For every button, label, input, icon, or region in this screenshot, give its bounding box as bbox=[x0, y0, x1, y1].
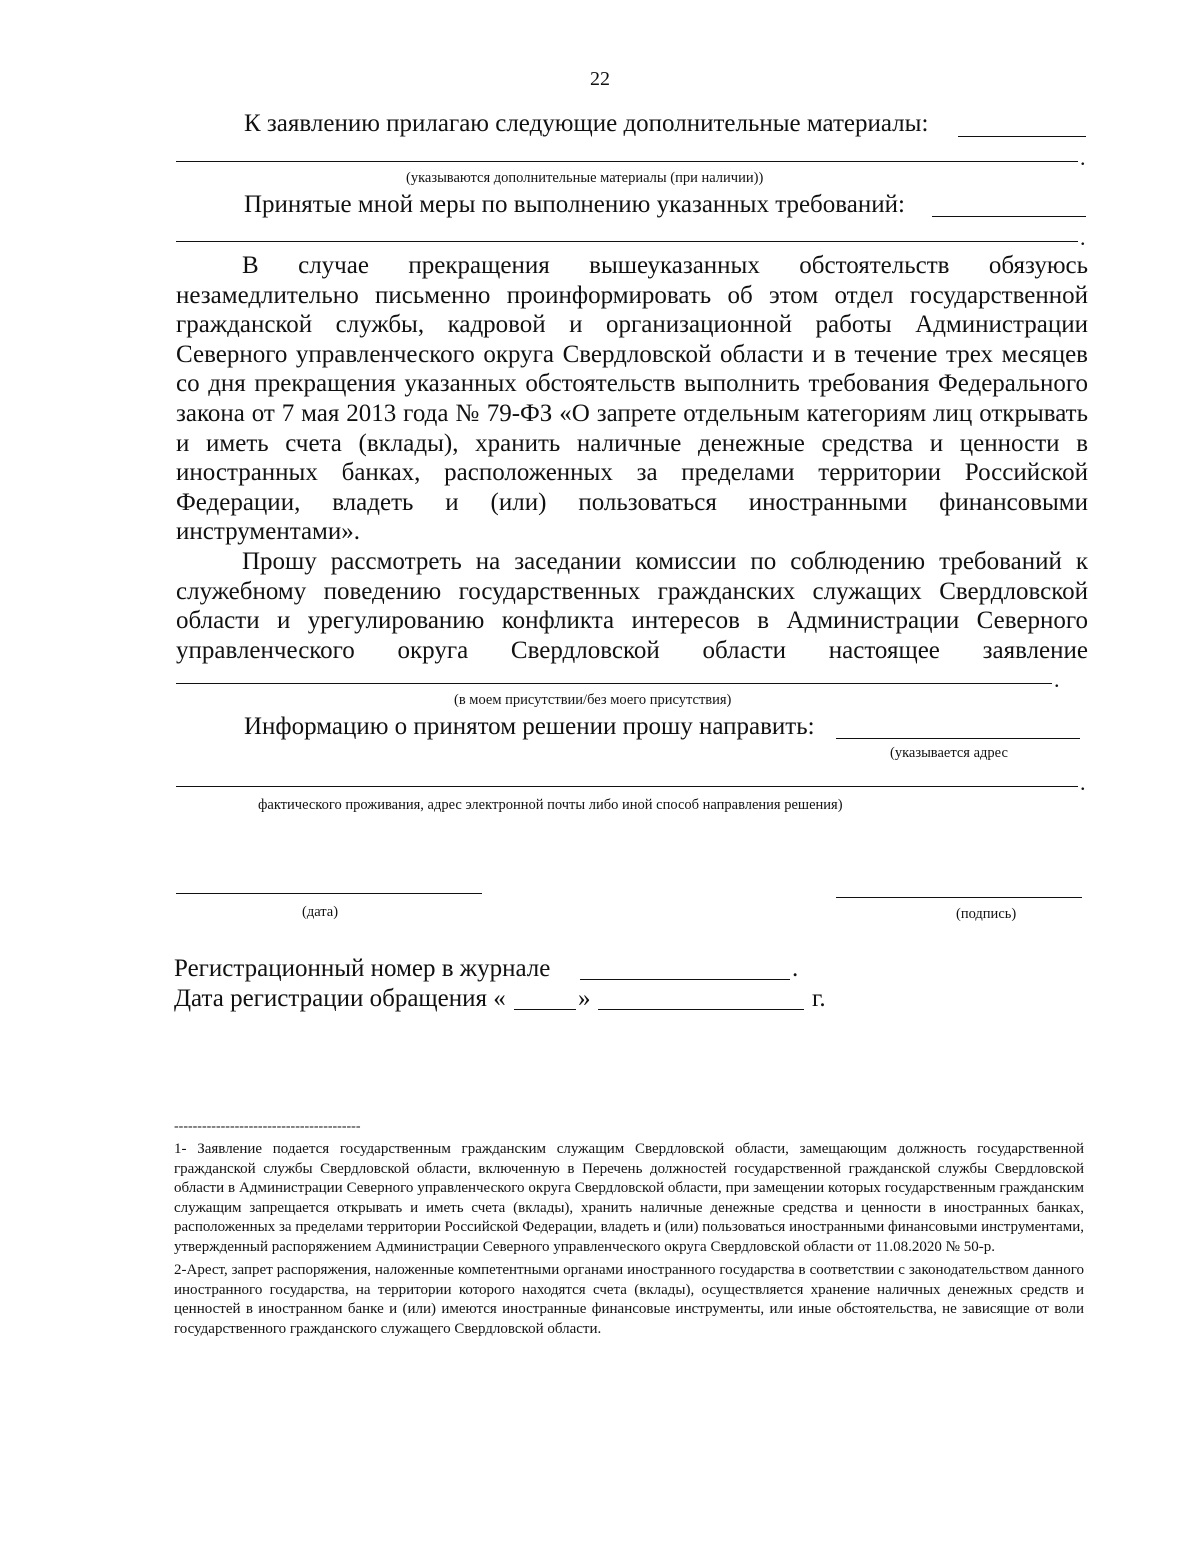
registration-date-close-quote: » bbox=[578, 985, 591, 1012]
registration-month-fill-line[interactable] bbox=[598, 1009, 804, 1010]
period-mark: . bbox=[792, 955, 799, 982]
footnote-2: 2-Арест, запрет распоряжения, наложенные компетентными органами иностранного государства в соответствии с законодательством данного иностранного государства, на территории которого находятся счета (вклады), осуществляется хранение наличных денежных средств и ценностей в иностранном банке и (или) имеются иностранные финансовые инструменты, или иные обстоятельства, не зависящие от воли государственного гражданского служащего Свердловской области. bbox=[174, 1262, 1084, 1337]
period-mark: . bbox=[1080, 770, 1086, 795]
attachments-label: К заявлению прилагаю следующие дополнительные материалы: bbox=[244, 110, 929, 137]
period-mark: . bbox=[1054, 667, 1060, 692]
decision-hint-2: фактического проживания, адрес электронной почты либо иной способ направления решения) bbox=[258, 797, 843, 813]
registration-day-fill-line[interactable] bbox=[514, 1009, 576, 1010]
attachments-hint: (указываются дополнительные материалы (при наличии)) bbox=[406, 170, 764, 186]
signature-label: (подпись) bbox=[956, 906, 1017, 922]
signature-fill-line[interactable] bbox=[836, 897, 1082, 898]
date-fill-line[interactable] bbox=[176, 893, 482, 894]
attachments-fill-line-1[interactable] bbox=[958, 136, 1086, 137]
registration-date-label: Дата регистрации обращения « bbox=[174, 985, 506, 1012]
page-number: 22 bbox=[590, 68, 610, 90]
request-paragraph bbox=[176, 547, 1088, 665]
obligation-paragraph bbox=[176, 251, 1088, 547]
presence-fill-line[interactable] bbox=[176, 683, 1052, 684]
footnotes bbox=[174, 1140, 1084, 1339]
measures-fill-line-1[interactable] bbox=[932, 216, 1086, 217]
registration-number-label: Регистрационный номер в журнале bbox=[174, 955, 551, 982]
decision-hint-1: (указывается адрес bbox=[890, 745, 1008, 761]
registration-number-fill-line[interactable] bbox=[580, 979, 790, 980]
request-text: Прошу рассмотреть на заседании комиссии по соблюдению требований к служебному поведению государственных гражданских служащих Свердловской области и урегулированию конфликта интересов в Администрации Северного управленческого округа Свердловской области настоящее заявление bbox=[176, 548, 1088, 664]
decision-fill-line-2[interactable] bbox=[176, 786, 1078, 787]
footnote-1: 1- Заявление подается государственным гражданским служащим Свердловской области, замещающим должность государственной гражданской службы Свердловской области, включенную в Перечень должностей государственной гражданской службы Свердловской области в Администрации Северного управленческого округа Свердловской области, при замещении которых государственным гражданским служащим запрещается открывать и иметь счета (вклады), хранить наличные денежные средства и ценности в иностранных банках, расположенных за пределами территории Российской Федерации, владеть и (или) пользоваться иностранными финансовыми инструментами, утвержденный распоряжением Администрации Северного управленческого округа Свердловской области от 11.08.2020 № 50-р. bbox=[174, 1141, 1084, 1255]
footnote-separator: ---------------------------------------- bbox=[174, 1119, 361, 1134]
presence-hint: (в моем присутствии/без моего присутствия) bbox=[454, 692, 732, 708]
period-mark: . bbox=[1080, 225, 1086, 250]
measures-fill-line-2[interactable] bbox=[176, 241, 1078, 242]
decision-label: Информацию о принятом решении прошу направить: bbox=[244, 713, 815, 740]
registration-year-suffix: г. bbox=[812, 985, 826, 1012]
attachments-fill-line-2[interactable] bbox=[176, 161, 1078, 162]
measures-label: Принятые мной меры по выполнению указанных требований: bbox=[244, 191, 905, 218]
date-label: (дата) bbox=[302, 904, 339, 920]
obligation-text: В случае прекращения вышеуказанных обстоятельств обязуюсь незамедлительно письменно проинформировать об этом отдел государственной гражданской службы, кадровой и организационной работы Администрации Северного управленческого округа Свердловской области и в течение трех месяцев со дня прекращения указанных обстоятельств выполнить требования Федерального закона от 7 мая 2013 года № 79-ФЗ «О запрете отдельным категориям лиц открывать и иметь счета (вклады), хранить наличные денежные средства и ценности в иностранных банках, расположенных за пределами территории Российской Федерации, владеть и (или) пользоваться иностранными финансовыми инструментами». bbox=[176, 252, 1088, 546]
period-mark: . bbox=[1080, 145, 1086, 170]
decision-fill-line-1[interactable] bbox=[836, 738, 1080, 739]
